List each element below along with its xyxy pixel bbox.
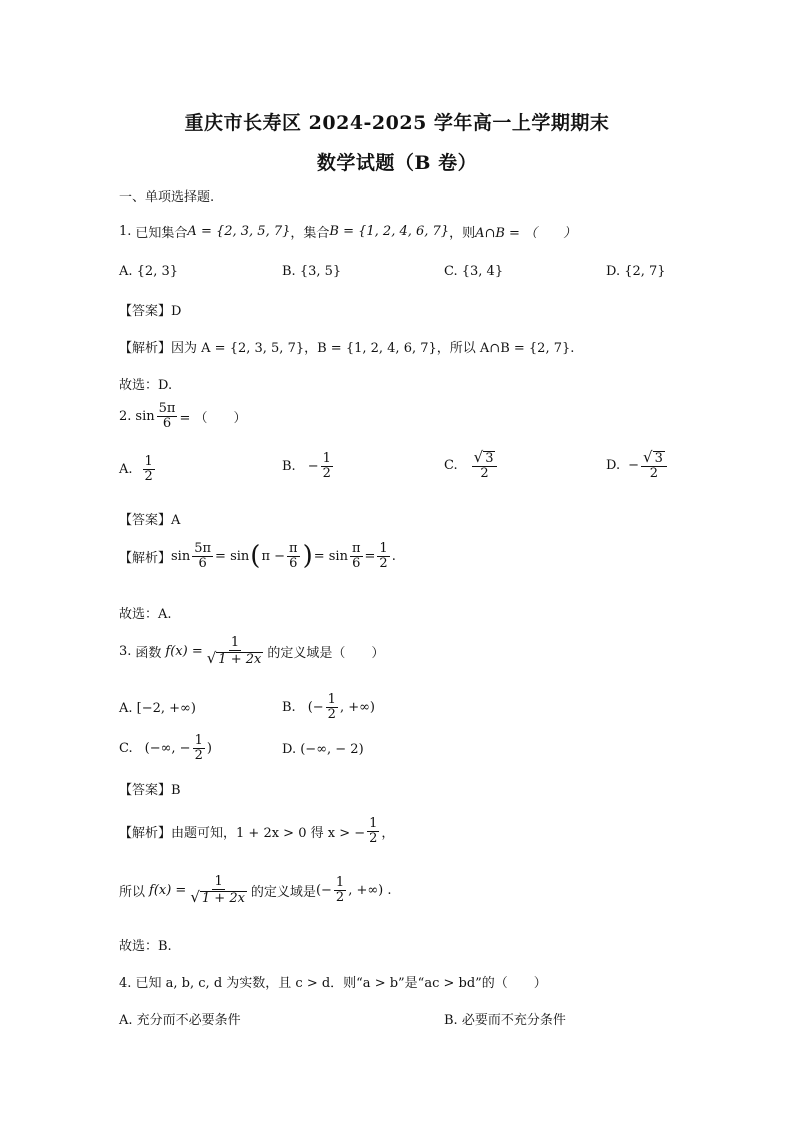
question-3-stem: 3. 函数 f(x) = 1 √ 1 + 2x 的定义域是（ ） (119, 635, 385, 667)
question-number: 1. (119, 224, 132, 239)
q3-option-d: D. (−∞, − 2) (282, 742, 364, 757)
question-2-stem (119, 402, 246, 430)
q1-option-a: A. {2, 3} (119, 264, 179, 279)
q1-expression: A∩B = （ ） (475, 226, 577, 241)
q2-option-a: A. $\frac{1}{2}$ (119, 454, 153, 484)
q3-analysis-line-2: 所以 f(x) = 1 √ 1 + 2x 的定义域是 (− $\frac{1}{2}$ , +∞) . (119, 874, 392, 906)
question-1-stem (119, 222, 576, 241)
q2-option-d: D. − √ 3 2 (606, 450, 669, 480)
exam-subtitle: 数学试题（B 卷） (316, 152, 478, 174)
q1-option-d: D. {2, 7} (606, 264, 666, 279)
q1-set-a: A = {2, 3, 5, 7} (187, 224, 291, 239)
q2-analysis: 【解析】 sin $\frac{5\pi}{6}$ = sin ( π − $\frac{\pi}{6}$ ) = sin $\frac{\pi}{6}$ = $\frac{1}{2}$ . (119, 541, 396, 572)
q2-option-c: C. √ 3 2 (444, 450, 499, 480)
q1-option-b: B. {3, 5} (282, 264, 342, 279)
q2-answer: 【答案】A (119, 513, 181, 528)
q3-option-a: A. [−2, +∞) (119, 701, 196, 716)
question-4-stem: 4. 已知 a, b, c, d 为实数，且 c > d．则“a > b”是“ac > bd”的（ ） (119, 976, 547, 991)
fraction: $\frac{5\pi}{6}$ (158, 401, 176, 431)
q1-analysis (119, 337, 574, 356)
q3-option-b: B. (− $\frac{1}{2}$ , +∞) (282, 692, 375, 722)
q1-text: 已知集合 (135, 226, 188, 241)
q3-conclusion: 故选：B. (119, 939, 172, 954)
q1-option-c: C. {3, 4} (444, 264, 504, 279)
q4-option-a: A. 充分而不必要条件 (119, 1013, 241, 1028)
q2-option-b: B. − $\frac{1}{2}$ (282, 451, 331, 481)
sin-label: sin (135, 408, 155, 424)
q1-answer: 【答案】D (119, 304, 182, 319)
q3-answer: 【答案】B (119, 783, 181, 798)
q1-text: ，集合 (290, 226, 330, 241)
q1-text: ，则 (449, 226, 476, 241)
q4-option-b: B. 必要而不充分条件 (444, 1013, 566, 1028)
analysis-tag: 【解析】 (119, 825, 172, 841)
analysis-tag: 【解析】 (119, 341, 172, 356)
q2-conclusion: 故选：A. (119, 607, 172, 622)
q3-option-c: C. (−∞, − $\frac{1}{2}$ ) (119, 733, 212, 763)
question-number: 2. (119, 408, 132, 424)
section-heading: 一、单项选择题. (119, 190, 215, 205)
q1-set-b: B = {1, 2, 4, 6, 7} (329, 224, 450, 239)
q2-equals: = （ ） (179, 410, 247, 426)
analysis-tag: 【解析】 (119, 550, 172, 566)
question-number: 3. (119, 643, 132, 659)
q1-conclusion: 故选：D. (119, 378, 173, 393)
q3-analysis-line-1: 【解析】 由题可知，1 + 2x > 0 得 x > − $\frac{1}{2}$ ， (119, 816, 395, 846)
analysis-text: 因为 A = {2, 3, 5, 7}，B = {1, 2, 4, 6, 7}，所以 A∩B = {2, 7}. (171, 341, 575, 356)
exam-title: 重庆市长寿区 2024-2025 学年高一上学期期末 (184, 112, 610, 134)
